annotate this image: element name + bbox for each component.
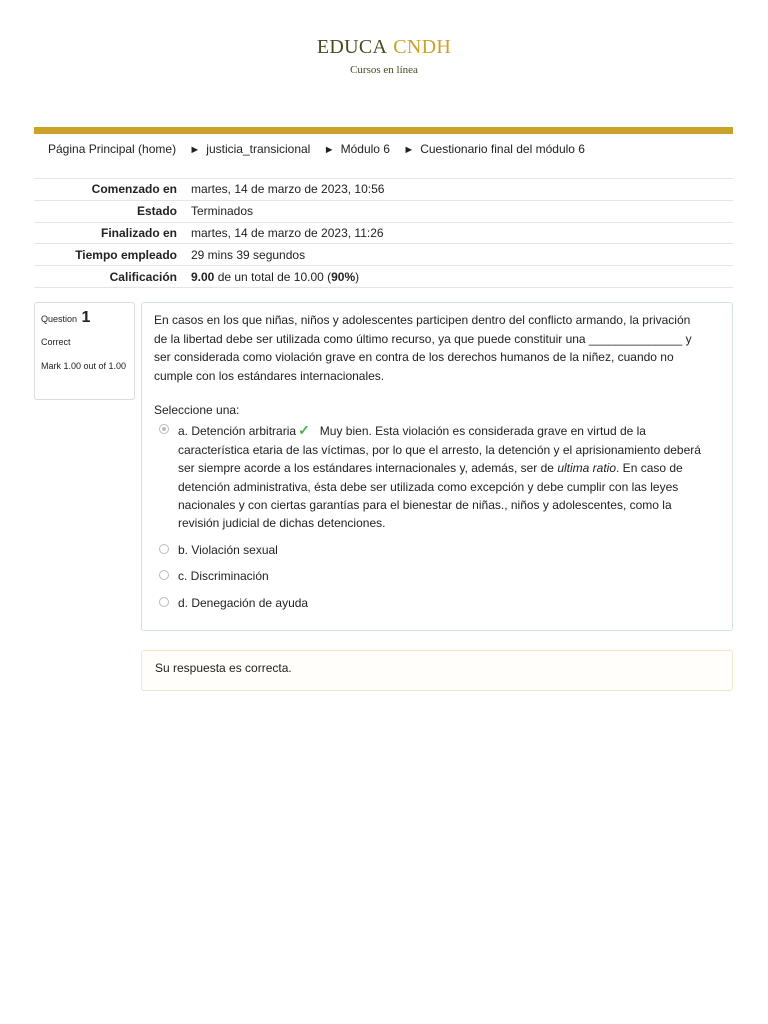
summary-label: Finalizado en — [34, 222, 184, 244]
summary-label: Estado — [34, 200, 184, 222]
site-header — [0, 0, 768, 130]
question-number-value: 1 — [81, 309, 91, 326]
option-feedback — [178, 424, 701, 530]
header-divider-bar — [34, 127, 733, 134]
site-brand[interactable] — [0, 36, 768, 59]
question-prefix: Question — [41, 314, 78, 324]
summary-row — [34, 244, 733, 266]
grade-score: 9.00 — [191, 269, 215, 284]
option-label: c. Discriminación — [178, 569, 269, 584]
question-content-panel — [141, 302, 733, 631]
radio-button[interactable] — [159, 597, 169, 607]
breadcrumb-home[interactable]: Página Principal (home) — [48, 142, 177, 156]
answer-option-c[interactable] — [154, 567, 720, 585]
question-mark: Mark 1.00 out of 1.00 — [41, 361, 127, 371]
summary-row-grade — [34, 266, 733, 288]
radio-button[interactable] — [159, 544, 169, 554]
feedback-text-end: . En caso de detención administrativa, ésta debe ser utilizada como excepción y debe cumplir con las leyes nacionales y con ciertas garantías para el bienestar de niñas., niños y adolescentes, como la revisión judicial de dichas detenciones. — [178, 461, 683, 531]
question-state: Correct — [41, 337, 71, 347]
radio-button-selected[interactable] — [159, 424, 169, 434]
brand-educa: EDUCA — [316, 36, 388, 58]
summary-row — [34, 179, 733, 201]
summary-value: martes, 14 de marzo de 2023, 10:56 — [184, 179, 733, 201]
breadcrumb-separator-icon: ► — [323, 144, 335, 156]
question-info-panel — [34, 302, 135, 400]
option-label: d. Denegación de ayuda — [178, 595, 309, 610]
breadcrumb-quiz[interactable]: Cuestionario final del módulo 6 — [420, 142, 585, 156]
brand-cndh: CNDH — [393, 36, 452, 58]
attempt-summary-table — [34, 178, 733, 288]
outcome-text: Su respuesta es correcta. — [155, 661, 292, 675]
summary-row — [34, 200, 733, 222]
checkmark-icon: ✓ — [298, 422, 310, 439]
breadcrumb-separator-icon: ► — [189, 144, 201, 156]
question-text: En casos en los que niñas, niños y adolescentes participen dentro del conflicto armando, la privación de la libertad debe ser utilizada como último recurso, ya que puede constituir una ______________ y ser considerada como violación grave en contra de los derechos humanos de la niñez, cuando no cumple con los estándares internacionales. — [154, 313, 692, 383]
breadcrumb-module[interactable]: Módulo 6 — [340, 142, 390, 156]
answer-option-d[interactable] — [154, 594, 720, 612]
option-label: a. Detención arbitraria — [178, 424, 297, 439]
grade-value — [184, 266, 733, 288]
grade-total: de un total de 10.00 ( — [217, 269, 332, 284]
answer-options — [154, 421, 720, 612]
breadcrumb — [48, 142, 585, 156]
summary-value: Terminados — [184, 200, 733, 222]
grade-percent: 90% — [331, 269, 356, 284]
summary-row — [34, 222, 733, 244]
summary-value: 29 mins 39 segundos — [184, 244, 733, 266]
answer-prompt: Seleccione una: — [154, 403, 240, 418]
breadcrumb-course[interactable]: justicia_transicional — [206, 142, 311, 156]
question-number — [41, 309, 128, 327]
grade-label: Calificación — [34, 266, 184, 288]
summary-label: Tiempo empleado — [34, 244, 184, 266]
breadcrumb-separator-icon: ► — [403, 144, 415, 156]
answer-option-a[interactable] — [154, 421, 702, 532]
feedback-italic: ultima ratio — [557, 461, 617, 476]
site-subtitle: Cursos en línea — [350, 64, 418, 76]
feedback-text: Muy bien. Esta violación es considerada grave en virtud de la característica etaria de las víctimas, por lo que el arresto, la detención y el aprisionamiento deberá ser siempre acorde a los estándares internacionales y, además, ser de — [178, 424, 701, 476]
summary-value: martes, 14 de marzo de 2023, 11:26 — [184, 222, 733, 244]
answer-option-b[interactable] — [154, 541, 720, 559]
summary-label: Comenzado en — [34, 179, 184, 201]
option-label: b. Violación sexual — [178, 542, 278, 557]
outcome-feedback-panel — [141, 650, 733, 691]
grade-close: ) — [355, 269, 360, 284]
radio-button[interactable] — [159, 570, 169, 580]
